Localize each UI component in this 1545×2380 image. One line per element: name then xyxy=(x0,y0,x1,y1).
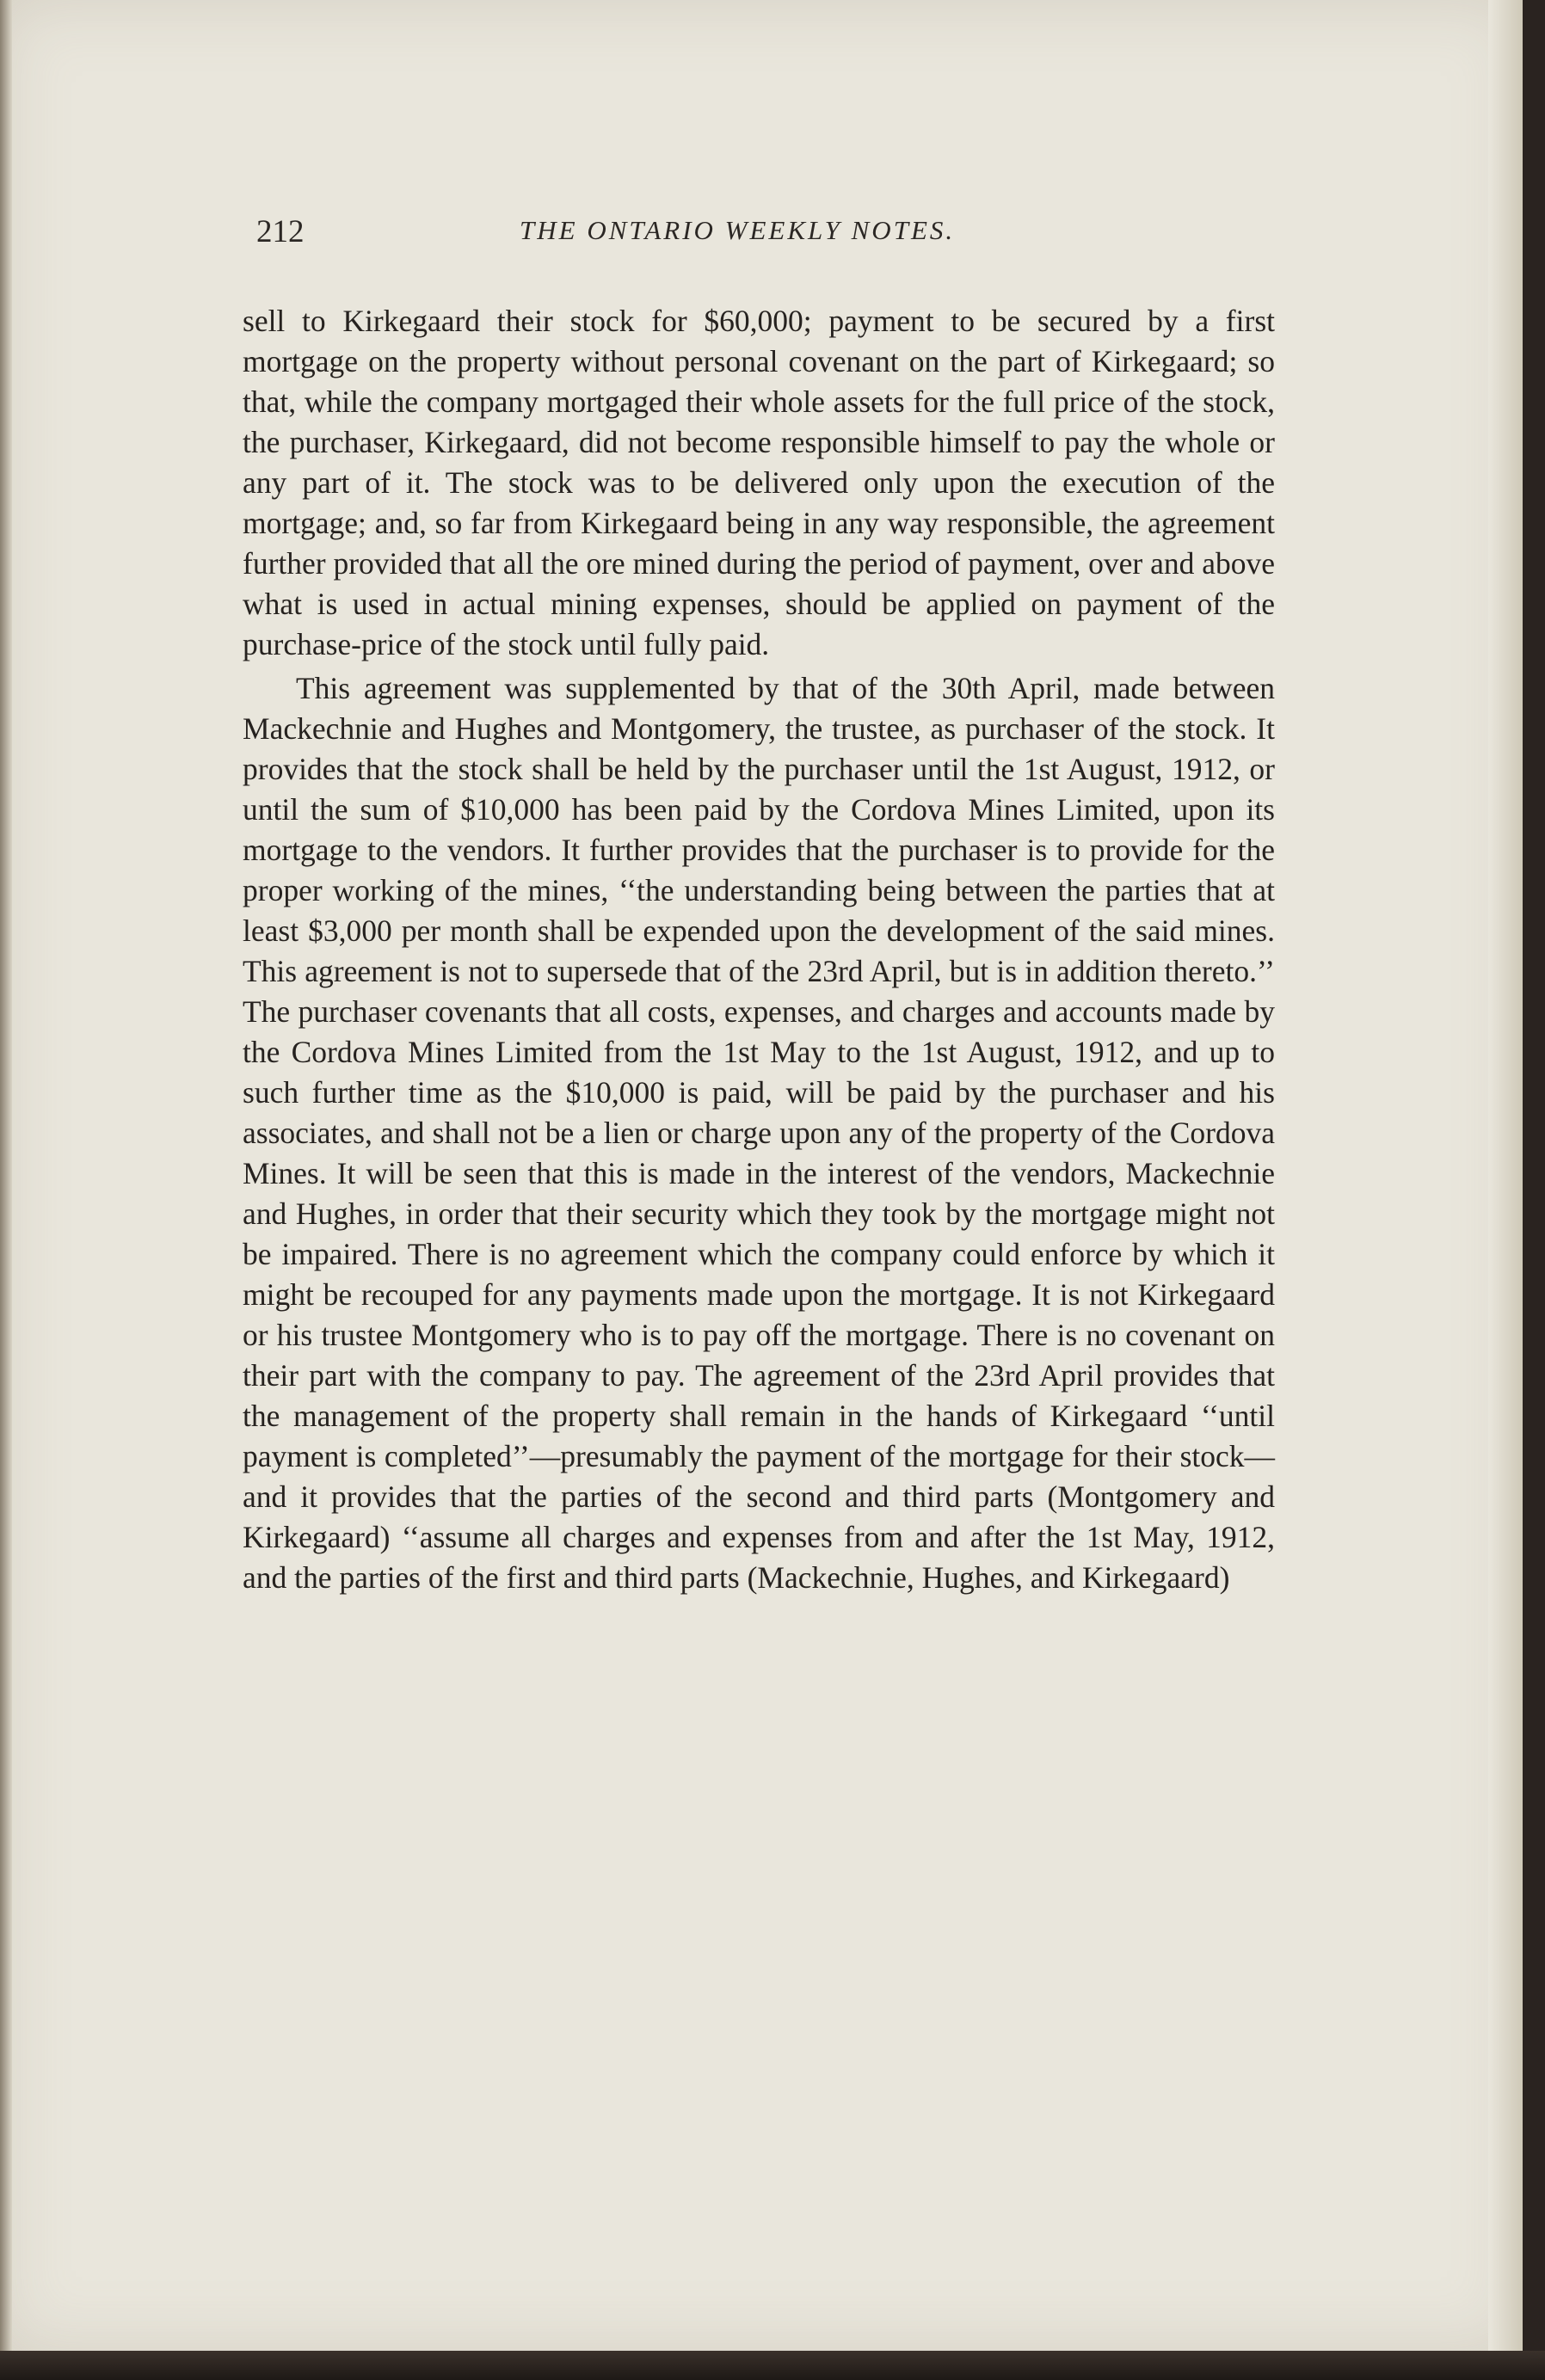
page-bottom-edge xyxy=(0,2351,1545,2380)
page-right-edge xyxy=(1488,0,1523,2352)
page-left-edge xyxy=(0,0,12,2352)
page-number: 212 xyxy=(256,214,305,249)
running-title: THE ONTARIO WEEKLY NOTES. xyxy=(520,215,956,245)
page-header xyxy=(256,213,1271,256)
paragraph-continuation: sell to Kirkegaard their stock for $60,000; payment to be secured by a first mortgage on the property without personal covenant on the part of Kirkegaard; so that, while the company mortgaged their whole assets for the full price of the stock, the purchaser, Kirkegaard, did not become responsible himself to pay the whole or any part of it. The stock was to be delivered only upon the execution of the mortgage; and, so far from Kirkegaard being in any way responsible, the agreement further provided that all the ore mined during the period of payment, over and above what is used in actual mining expenses, should be applied on payment of the purchase-price of the stock until fully paid. xyxy=(243,304,1275,661)
paragraph-agreement-supplement: This agreement was supplemented by that of the 30th April, made between Mackechnie and Hughes and Montgomery, the trustee, as purchaser of the stock. It provides that the stock shall be held by the purchaser until the 1st August, 1912, or until the sum of $10,000 has been paid by the Cordova Mines Limited, upon its mortgage to the vendors. It further provides that the purchaser is to provide for the proper working of the mines, ‘‘the understanding being between the parties that at least $3,000 per month shall be expended upon the development of the said mines. This agreement is not to supersede that of the 23rd April, but is in addition thereto.’’ The purchaser covenants that all costs, expenses, and charges and accounts made by the Cordova Mines Limited from the 1st May to the 1st August, 1912, and up to such further time as the $10,000 is paid, will be paid by the purchaser and his associates, and shall not be a lien or charge upon any of the property of the Cordova Mines. It will be seen that this is made in the interest of the vendors, Mackechnie and Hughes, in order that their security which they took by the mortgage might not be impaired. There is no agreement which the company could enforce by which it might be recouped for any payments made upon the mortgage. It is not Kirkegaard or his trustee Montgomery who is to pay off the mortgage. There is no covenant on their part with the company to pay. The agreement of the 23rd April provides that the management of the property shall remain in the hands of Kirkegaard ‘‘until payment is completed’’—presumably the payment of the mortgage for their stock—and it provides that the parties of the second and third parts (Montgomery and Kirkegaard) ‘‘assume all charges and expenses from and after the 1st May, 1912, and the parties of the first and third parts (Mackechnie, Hughes, and Kirkegaard) xyxy=(243,671,1275,1595)
body-text xyxy=(243,301,1275,1598)
